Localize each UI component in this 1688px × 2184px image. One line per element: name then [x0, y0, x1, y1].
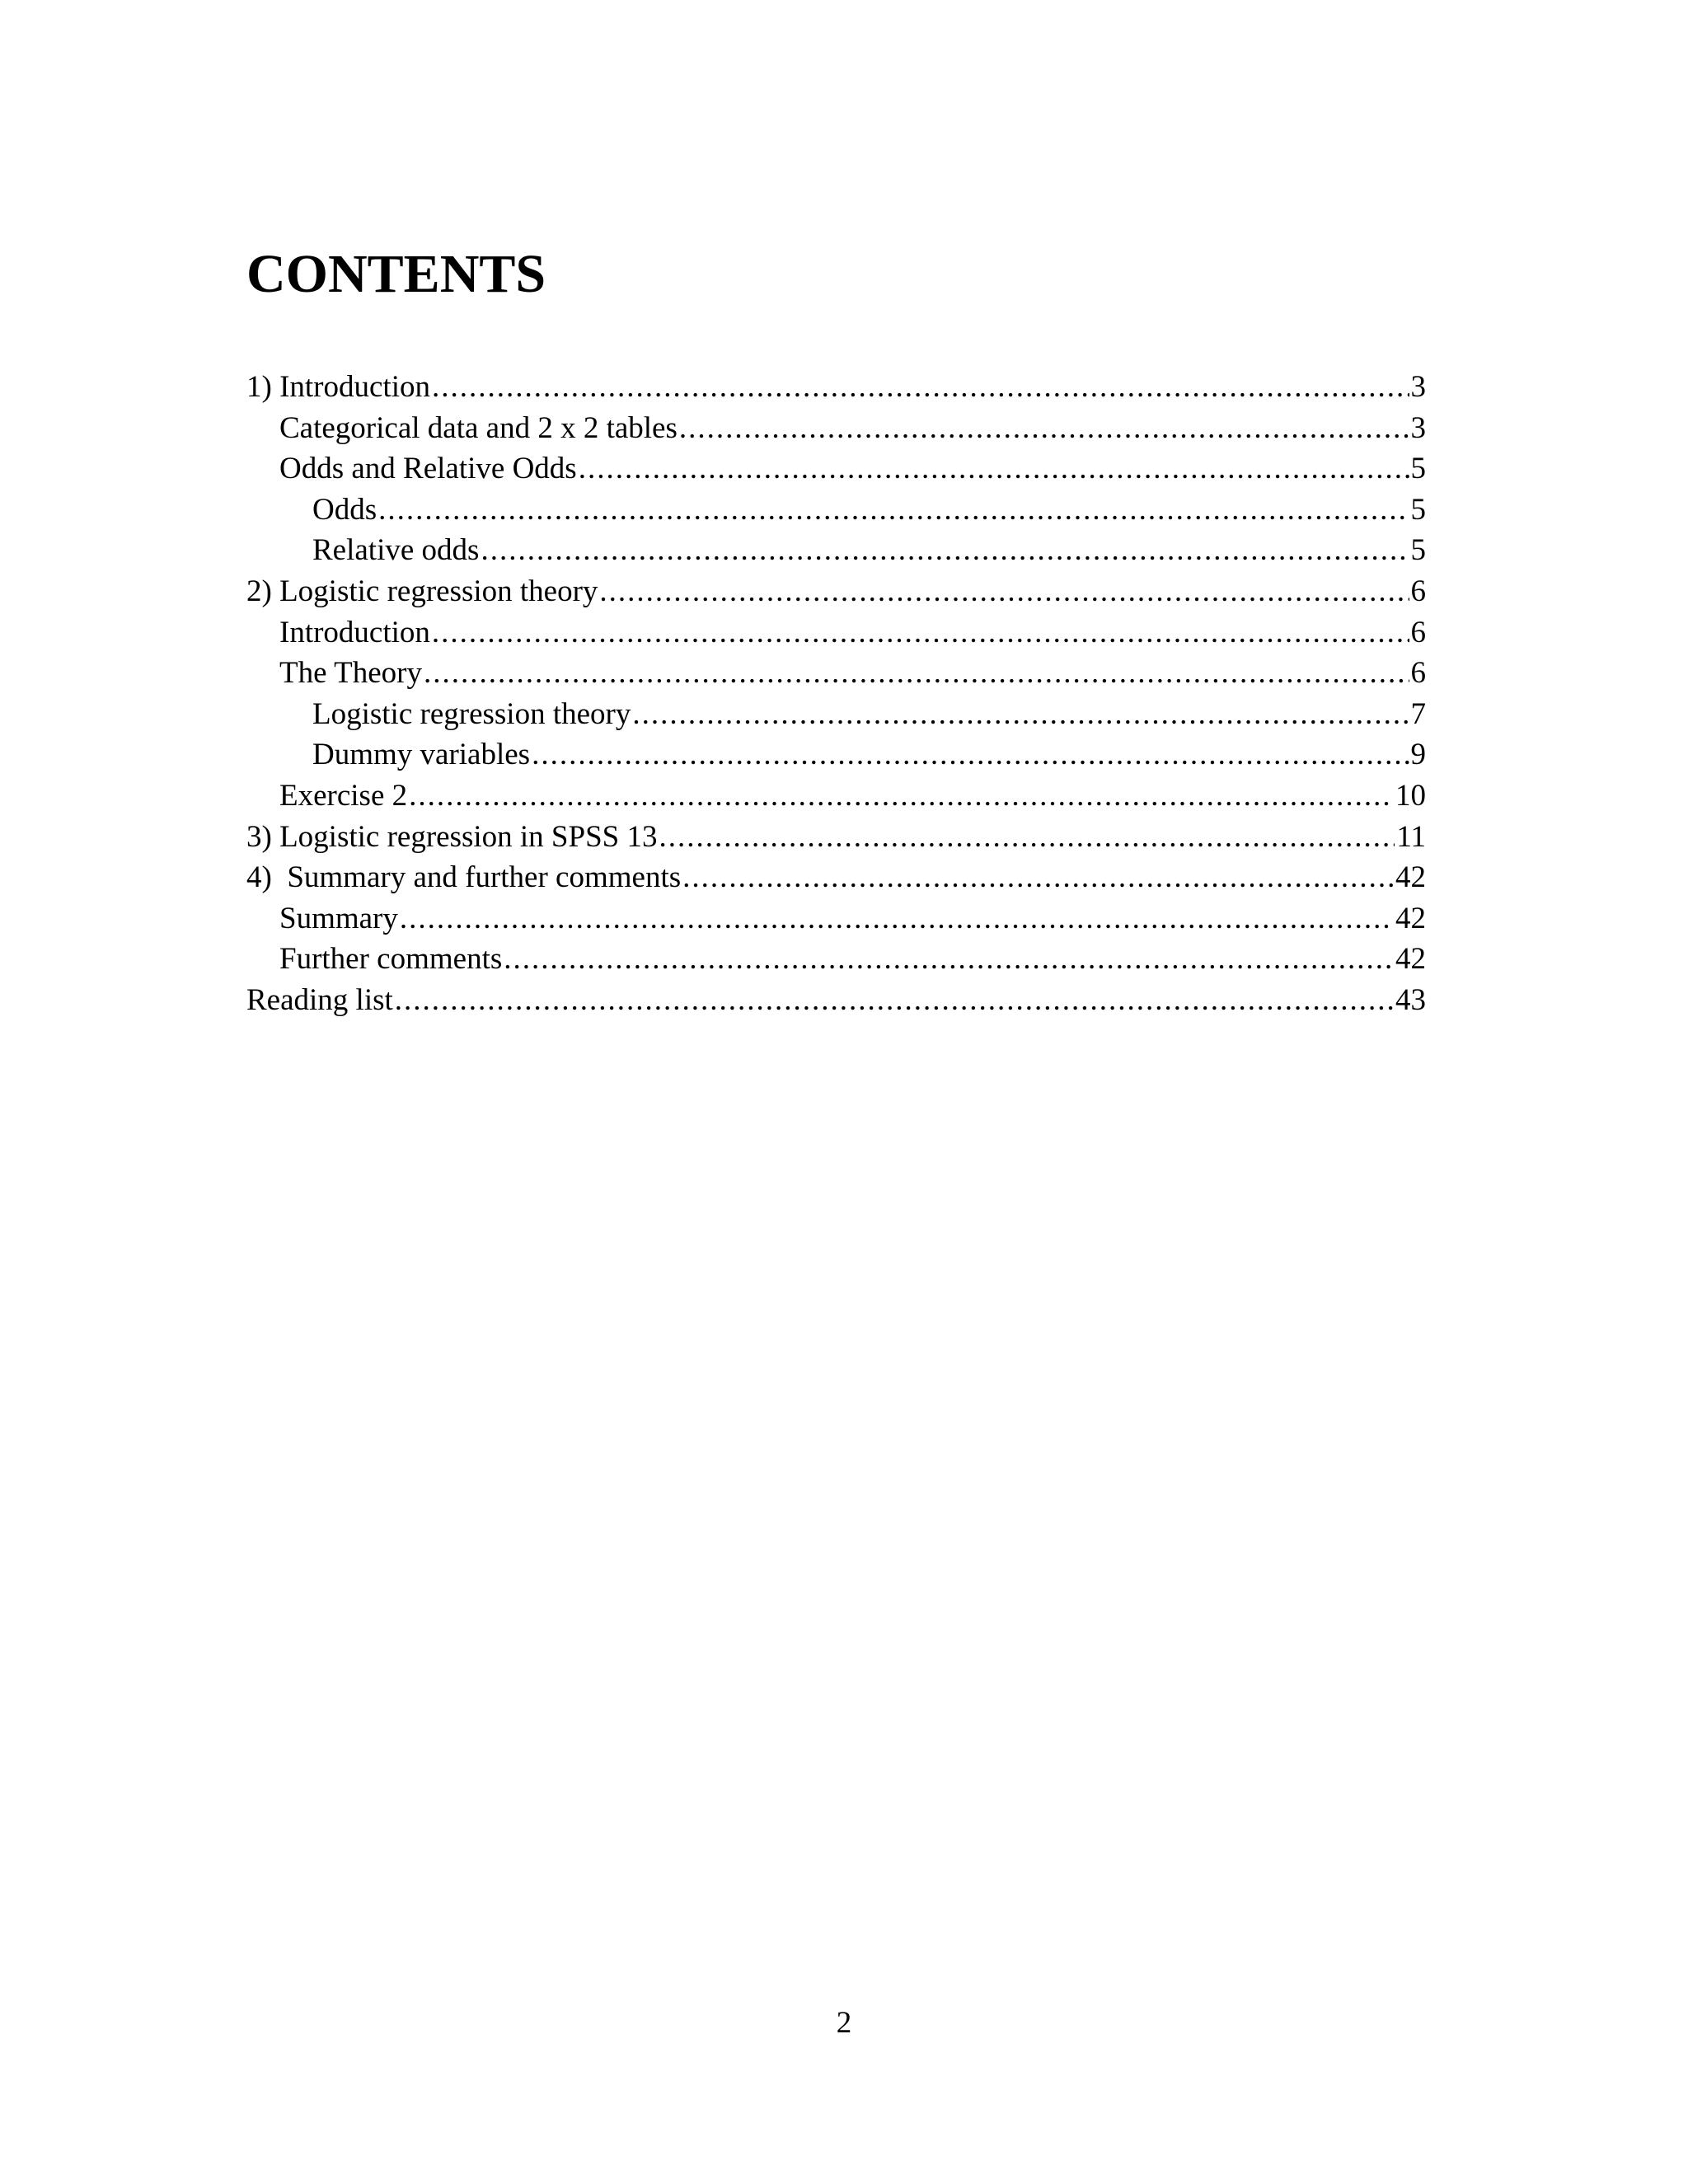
- toc-dot-leader: [432, 612, 1409, 654]
- toc-entry-page: 43: [1395, 982, 1426, 1017]
- toc-entry-page: 11: [1396, 819, 1426, 854]
- toc-entry-page: 6: [1410, 615, 1426, 649]
- toc-dot-leader: [599, 571, 1409, 612]
- toc-entry-page: 7: [1410, 696, 1426, 731]
- toc-entry[interactable]: [246, 367, 1426, 408]
- toc-dot-leader: [682, 857, 1394, 898]
- toc-entry[interactable]: [246, 898, 1426, 940]
- toc-entry-label: Exercise 2: [279, 778, 408, 813]
- toc-entry-page: 9: [1410, 738, 1426, 772]
- toc-dot-leader: [632, 694, 1409, 735]
- toc-dot-leader: [679, 408, 1409, 449]
- toc-entry[interactable]: [246, 857, 1426, 898]
- toc-entry-page: 5: [1410, 533, 1426, 568]
- toc-dot-leader: [532, 734, 1409, 776]
- toc-entry[interactable]: [246, 939, 1426, 980]
- toc-entry[interactable]: [246, 694, 1426, 735]
- page-title: CONTENTS: [246, 244, 546, 304]
- toc-entry-page: 42: [1395, 942, 1426, 977]
- toc-entry-label: Categorical data and 2 x 2 tables: [279, 410, 678, 445]
- toc-entry-label: Dummy variables: [312, 738, 531, 772]
- toc-entry-label: 3) Logistic regression in SPSS 13: [246, 819, 658, 854]
- toc-entry-label: Reading list: [246, 982, 393, 1017]
- toc-entry-page: 10: [1395, 778, 1426, 813]
- toc-entry-page: 6: [1410, 574, 1426, 608]
- toc-entry-label: Summary: [279, 901, 398, 935]
- page-number: 2: [836, 2006, 852, 2040]
- toc-entry-label: Further comments: [279, 942, 503, 977]
- toc-dot-leader: [409, 776, 1394, 817]
- toc-dot-leader: [378, 490, 1409, 531]
- toc-dot-leader: [432, 367, 1409, 408]
- toc-entry-page: 42: [1395, 901, 1426, 935]
- toc-entry[interactable]: [246, 653, 1426, 694]
- toc-dot-leader: [579, 448, 1409, 490]
- toc-entry[interactable]: [246, 571, 1426, 612]
- toc-entry-page: 3: [1410, 370, 1426, 404]
- toc-entry[interactable]: [246, 980, 1426, 1021]
- toc-dot-leader: [395, 980, 1394, 1021]
- toc-entry-label: Odds and Relative Odds: [279, 452, 577, 486]
- toc-entry-page: 5: [1410, 492, 1426, 527]
- toc-entry-label: Relative odds: [312, 533, 480, 568]
- toc-entry[interactable]: [246, 490, 1426, 531]
- toc-entry-page: 6: [1410, 656, 1426, 691]
- toc-dot-leader: [481, 530, 1409, 571]
- toc-dot-leader: [659, 817, 1395, 858]
- toc-entry-label: Logistic regression theory: [312, 696, 631, 731]
- toc-entry[interactable]: [246, 408, 1426, 449]
- toc-entry-label: 2) Logistic regression theory: [246, 574, 598, 608]
- toc-entry-page: 5: [1410, 452, 1426, 486]
- toc-entry-page: 42: [1395, 860, 1426, 895]
- toc-entry-label: 4) Summary and further comments: [246, 860, 682, 895]
- toc-entry-page: 3: [1410, 410, 1426, 445]
- toc-entry[interactable]: [246, 448, 1426, 490]
- toc-entry[interactable]: [246, 612, 1426, 654]
- table-of-contents: [246, 367, 1426, 1021]
- toc-entry-label: Introduction: [279, 615, 430, 649]
- toc-entry-label: 1) Introduction: [246, 370, 430, 404]
- toc-dot-leader: [400, 898, 1394, 940]
- toc-entry-label: Odds: [312, 492, 377, 527]
- toc-entry-label: The Theory: [279, 656, 422, 691]
- toc-dot-leader: [504, 939, 1394, 980]
- toc-entry[interactable]: [246, 776, 1426, 817]
- toc-entry[interactable]: [246, 530, 1426, 571]
- toc-dot-leader: [424, 653, 1409, 694]
- toc-entry[interactable]: [246, 817, 1426, 858]
- toc-entry[interactable]: [246, 734, 1426, 776]
